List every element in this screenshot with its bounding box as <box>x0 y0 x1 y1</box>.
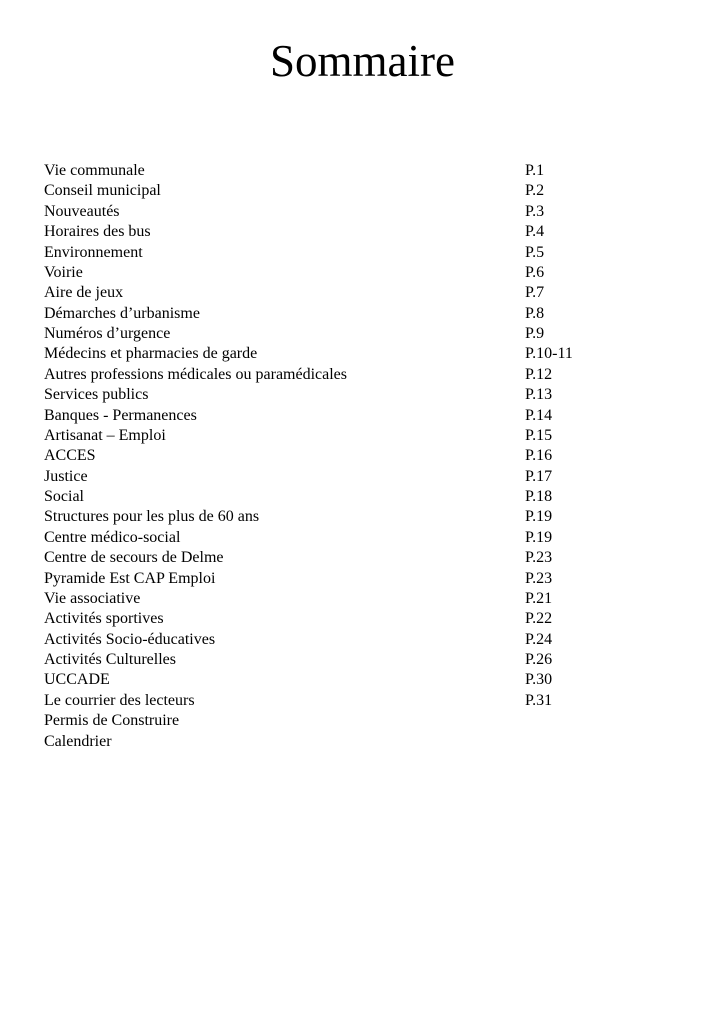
toc-entry-page: P.6 <box>525 263 545 281</box>
toc-entry <box>44 283 604 303</box>
toc-entry <box>44 467 604 487</box>
toc-entry <box>44 181 604 201</box>
toc-entry-page: P.9 <box>525 325 545 342</box>
toc-entry-page: P.1 <box>525 162 545 179</box>
toc-entry-label: Numéros d’urgence <box>44 325 171 342</box>
toc-entry <box>44 528 604 548</box>
toc-entry-page: P.30 <box>525 671 553 689</box>
toc-entry-page: P.22 <box>525 610 553 628</box>
toc-entry-page: P.8 <box>525 304 545 322</box>
toc-entry <box>44 630 604 650</box>
toc-entry-label: Médecins et pharmacies de garde <box>44 345 258 363</box>
toc-entry-page: P.24 <box>525 630 553 648</box>
toc-entry-page: P.14 <box>525 406 553 424</box>
toc-entry-page: P.2 <box>525 182 545 200</box>
toc-entry <box>44 222 604 242</box>
toc-entry-page: P.18 <box>525 488 553 505</box>
toc-entry-page: P.5 <box>525 243 545 261</box>
toc-entry <box>44 243 604 263</box>
toc-entry-label: Social <box>44 488 84 505</box>
toc-entry <box>44 263 604 283</box>
toc-entry <box>44 487 604 507</box>
toc-entry <box>44 589 604 609</box>
toc-entry <box>44 385 604 405</box>
toc-entry-label: Aire de jeux <box>44 284 124 302</box>
toc-entry-page: P.7 <box>525 284 545 302</box>
toc-entry-label: Conseil municipal <box>44 182 161 200</box>
toc-entry-label: Activités Socio-éducatives <box>44 630 216 648</box>
toc-entry <box>44 691 604 711</box>
toc-entry-label: Voirie <box>44 263 83 281</box>
toc-entry-label: Vie communale <box>44 162 145 179</box>
toc-entry <box>44 732 604 752</box>
toc-entry-page: P.12 <box>525 365 553 383</box>
toc-entry-label: Structures pour les plus de 60 ans <box>44 508 260 526</box>
toc-entry <box>44 324 604 344</box>
table-of-contents <box>44 161 604 752</box>
toc-entry-label: UCCADE <box>44 671 110 689</box>
toc-entry <box>44 548 604 568</box>
toc-entry-label: Activités sportives <box>44 610 164 628</box>
toc-entry-label: Calendrier <box>44 732 112 750</box>
toc-entry-label: Nouveautés <box>44 202 120 220</box>
toc-entry <box>44 507 604 527</box>
toc-entry <box>44 569 604 589</box>
toc-entry-page: P.19 <box>525 508 553 526</box>
toc-entry-page: P.4 <box>525 223 545 241</box>
toc-entry-page: P.15 <box>525 426 553 444</box>
toc-entry-label: Environnement <box>44 243 143 261</box>
toc-entry-label: ACCES <box>44 447 96 465</box>
toc-entry <box>44 711 604 731</box>
toc-entry-page: P.19 <box>525 528 553 546</box>
toc-entry-page: P.26 <box>525 651 553 668</box>
toc-entry <box>44 446 604 466</box>
toc-entry-label: Vie associative <box>44 589 141 607</box>
toc-entry-label: Centre de secours de Delme <box>44 549 224 567</box>
toc-entry-label: Le courrier des lecteurs <box>44 691 195 709</box>
toc-entry-page: P.13 <box>525 386 553 404</box>
toc-entry <box>44 426 604 446</box>
toc-entry <box>44 650 604 670</box>
toc-entry-label: Pyramide Est CAP Emploi <box>44 569 216 587</box>
toc-entry <box>44 609 604 629</box>
toc-entry-label: Artisanat – Emploi <box>44 426 166 444</box>
toc-entry-label: Horaires des bus <box>44 223 151 241</box>
toc-entry-page: P.23 <box>525 569 553 587</box>
toc-entry-page: P.16 <box>525 447 553 465</box>
toc-entry-label: Services publics <box>44 386 149 404</box>
toc-entry-page: P.10-11 <box>525 345 573 363</box>
toc-entry-page: P.21 <box>525 589 553 607</box>
toc-entry-page: P.3 <box>525 202 545 220</box>
toc-entry <box>44 304 604 324</box>
toc-entry <box>44 365 604 385</box>
toc-entry-page: P.23 <box>525 549 553 567</box>
toc-entry-label: Démarches d’urbanisme <box>44 304 200 322</box>
toc-entry-label: Activités Culturelles <box>44 651 176 668</box>
toc-entry-label: Centre médico-social <box>44 528 181 546</box>
toc-entry <box>44 161 604 181</box>
toc-entry-label: Permis de Construire <box>44 712 180 730</box>
toc-entry-label: Banques - Permanences <box>44 406 197 424</box>
toc-entry-label: Autres professions médicales ou paramédicales <box>44 365 348 383</box>
page-title: Sommaire <box>270 36 455 86</box>
toc-entry-label: Justice <box>44 467 88 485</box>
toc-entry-page: P.31 <box>525 691 553 709</box>
toc-entry-page: P.17 <box>525 467 553 485</box>
toc-entry <box>44 406 604 426</box>
toc-entry <box>44 344 604 364</box>
toc-entry <box>44 670 604 690</box>
toc-entry <box>44 202 604 222</box>
